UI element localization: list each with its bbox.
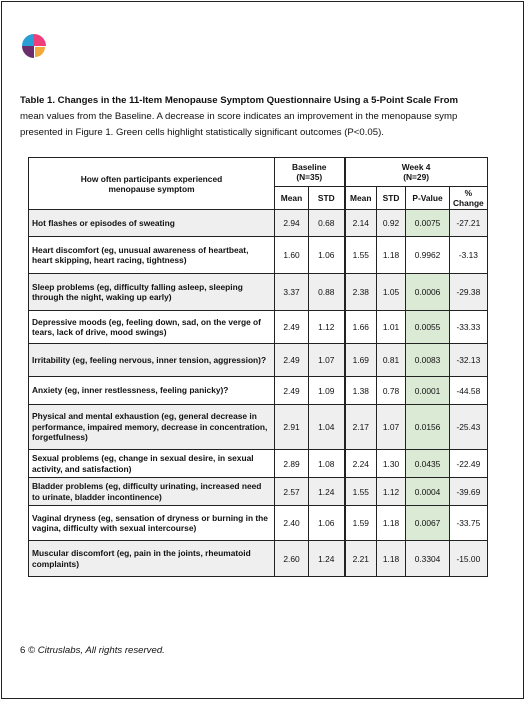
week4-std-cell: 1.01 xyxy=(377,311,406,344)
table-row xyxy=(29,274,488,311)
week4-mean-cell: 1.59 xyxy=(345,506,377,541)
change-cell: -33.33 xyxy=(450,311,488,344)
results-table xyxy=(28,157,488,577)
symptom-cell: Heart discomfort (eg, unusual awareness of heartbeat, heart skipping, heart racing, tightness) xyxy=(29,237,275,274)
symptom-cell: Muscular discomfort (eg, pain in the joints, rheumatoid complaints) xyxy=(29,541,275,577)
baseline-std-cell: 0.88 xyxy=(309,274,345,311)
baseline-mean-cell: 2.49 xyxy=(275,311,309,344)
week4-std-cell: 0.78 xyxy=(377,377,406,405)
change-header: % Change xyxy=(450,187,488,210)
baseline-mean-cell: 2.89 xyxy=(275,450,309,478)
copyright-text: © Citruslabs, All rights reserved. xyxy=(28,645,165,656)
week4-std-cell: 0.81 xyxy=(377,344,406,377)
week4-std-cell: 1.18 xyxy=(377,506,406,541)
symptom-column-header: How often participants experienced menopause symptom xyxy=(29,158,275,210)
table-row xyxy=(29,478,488,506)
week4-mean-cell: 2.38 xyxy=(345,274,377,311)
baseline-mean-cell: 2.49 xyxy=(275,377,309,405)
symptom-cell: Depressive moods (eg, feeling down, sad, on the verge of tears, lack of drive, mood swings) xyxy=(29,311,275,344)
pvalue-cell: 0.0083 xyxy=(406,344,450,377)
baseline-mean-cell: 2.49 xyxy=(275,344,309,377)
week4-std-header: STD xyxy=(377,187,406,210)
table-row xyxy=(29,237,488,274)
baseline-mean-cell: 2.94 xyxy=(275,210,309,237)
table-row xyxy=(29,405,488,450)
page-number: 6 xyxy=(20,645,26,656)
baseline-std-cell: 1.24 xyxy=(309,541,345,577)
pvalue-cell: 0.0006 xyxy=(406,274,450,311)
week4-std-cell: 0.92 xyxy=(377,210,406,237)
baseline-mean-cell: 2.40 xyxy=(275,506,309,541)
week4-n: (N=29) xyxy=(403,172,430,182)
baseline-n: (N=35) xyxy=(296,172,323,182)
table-row xyxy=(29,344,488,377)
baseline-std-cell: 1.08 xyxy=(309,450,345,478)
week4-std-cell: 1.07 xyxy=(377,405,406,450)
symptom-cell: Anxiety (eg, inner restlessness, feeling panicky)? xyxy=(29,377,275,405)
symptom-cell: Hot flashes or episodes of sweating xyxy=(29,210,275,237)
week4-std-cell: 1.05 xyxy=(377,274,406,311)
change-cell: -39.69 xyxy=(450,478,488,506)
change-cell: -44.58 xyxy=(450,377,488,405)
week4-mean-cell: 2.24 xyxy=(345,450,377,478)
table-caption xyxy=(20,93,524,141)
week4-group-header xyxy=(345,158,488,187)
baseline-std-cell: 1.24 xyxy=(309,478,345,506)
change-cell: -22.49 xyxy=(450,450,488,478)
table-row xyxy=(29,450,488,478)
document-page xyxy=(1,1,524,699)
change-cell: -3.13 xyxy=(450,237,488,274)
pvalue-cell: 0.9962 xyxy=(406,237,450,274)
table-row xyxy=(29,541,488,577)
symptom-cell: Sexual problems (eg, change in sexual desire, in sexual activity, and satisfaction) xyxy=(29,450,275,478)
pvalue-cell: 0.3304 xyxy=(406,541,450,577)
symptom-cell: Bladder problems (eg, difficulty urinating, increased need to urinate, bladder incontinence) xyxy=(29,478,275,506)
week4-mean-cell: 1.66 xyxy=(345,311,377,344)
results-table-wrapper xyxy=(28,157,488,577)
caption-line-3: presented in Figure 1. Green cells highlight statistically significant outcomes (P<0.05). xyxy=(20,127,384,138)
baseline-std-cell: 1.06 xyxy=(309,237,345,274)
change-cell: -25.43 xyxy=(450,405,488,450)
change-cell: -32.13 xyxy=(450,344,488,377)
baseline-mean-cell: 2.91 xyxy=(275,405,309,450)
baseline-std-cell: 1.07 xyxy=(309,344,345,377)
week4-mean-header: Mean xyxy=(345,187,377,210)
table-row xyxy=(29,311,488,344)
symptom-cell: Sleep problems (eg, difficulty falling asleep, sleeping through the night, waking up early) xyxy=(29,274,275,311)
week4-mean-cell: 1.69 xyxy=(345,344,377,377)
symptom-cell: Vaginal dryness (eg, sensation of dryness or burning in the vagina, difficulty with sexual intercourse) xyxy=(29,506,275,541)
change-cell: -33.75 xyxy=(450,506,488,541)
baseline-label: Baseline xyxy=(292,162,327,172)
pvalue-cell: 0.0156 xyxy=(406,405,450,450)
week4-std-cell: 1.30 xyxy=(377,450,406,478)
week4-std-cell: 1.18 xyxy=(377,541,406,577)
baseline-mean-cell: 3.37 xyxy=(275,274,309,311)
baseline-std-cell: 1.06 xyxy=(309,506,345,541)
week4-label: Week 4 xyxy=(401,162,431,172)
citruslabs-logo xyxy=(20,32,48,60)
week4-mean-cell: 2.21 xyxy=(345,541,377,577)
table-row xyxy=(29,377,488,405)
baseline-mean-cell: 1.60 xyxy=(275,237,309,274)
pvalue-cell: 0.0001 xyxy=(406,377,450,405)
week4-mean-cell: 1.55 xyxy=(345,237,377,274)
pvalue-header: P-Value xyxy=(406,187,450,210)
baseline-std-cell: 1.04 xyxy=(309,405,345,450)
caption-line-2: mean values from the Baseline. A decrease in score indicates an improvement in the menopause symp xyxy=(20,111,458,122)
symptom-cell: Physical and mental exhaustion (eg, general decrease in performance, impaired memory, decrease in concentration, forgetfulness) xyxy=(29,405,275,450)
week4-mean-cell: 2.14 xyxy=(345,210,377,237)
table-row xyxy=(29,210,488,237)
pvalue-cell: 0.0435 xyxy=(406,450,450,478)
pvalue-cell: 0.0075 xyxy=(406,210,450,237)
baseline-std-cell: 0.68 xyxy=(309,210,345,237)
table-title: Table 1. Changes in the 11-Item Menopause Symptom Questionnaire Using a 5-Point Scale From xyxy=(20,95,459,106)
table-row xyxy=(29,506,488,541)
week4-std-cell: 1.18 xyxy=(377,237,406,274)
change-cell: -27.21 xyxy=(450,210,488,237)
baseline-mean-cell: 2.57 xyxy=(275,478,309,506)
week4-mean-cell: 1.38 xyxy=(345,377,377,405)
baseline-mean-cell: 2.60 xyxy=(275,541,309,577)
baseline-std-cell: 1.12 xyxy=(309,311,345,344)
symptom-cell: Irritability (eg, feeling nervous, inner tension, aggression)? xyxy=(29,344,275,377)
pvalue-cell: 0.0067 xyxy=(406,506,450,541)
page-footer xyxy=(20,645,165,656)
pvalue-cell: 0.0055 xyxy=(406,311,450,344)
baseline-group-header xyxy=(275,158,345,187)
change-cell: -29.38 xyxy=(450,274,488,311)
week4-std-cell: 1.12 xyxy=(377,478,406,506)
week4-mean-cell: 1.55 xyxy=(345,478,377,506)
baseline-std-header: STD xyxy=(309,187,345,210)
baseline-mean-header: Mean xyxy=(275,187,309,210)
pvalue-cell: 0.0004 xyxy=(406,478,450,506)
week4-mean-cell: 2.17 xyxy=(345,405,377,450)
change-cell: -15.00 xyxy=(450,541,488,577)
baseline-std-cell: 1.09 xyxy=(309,377,345,405)
